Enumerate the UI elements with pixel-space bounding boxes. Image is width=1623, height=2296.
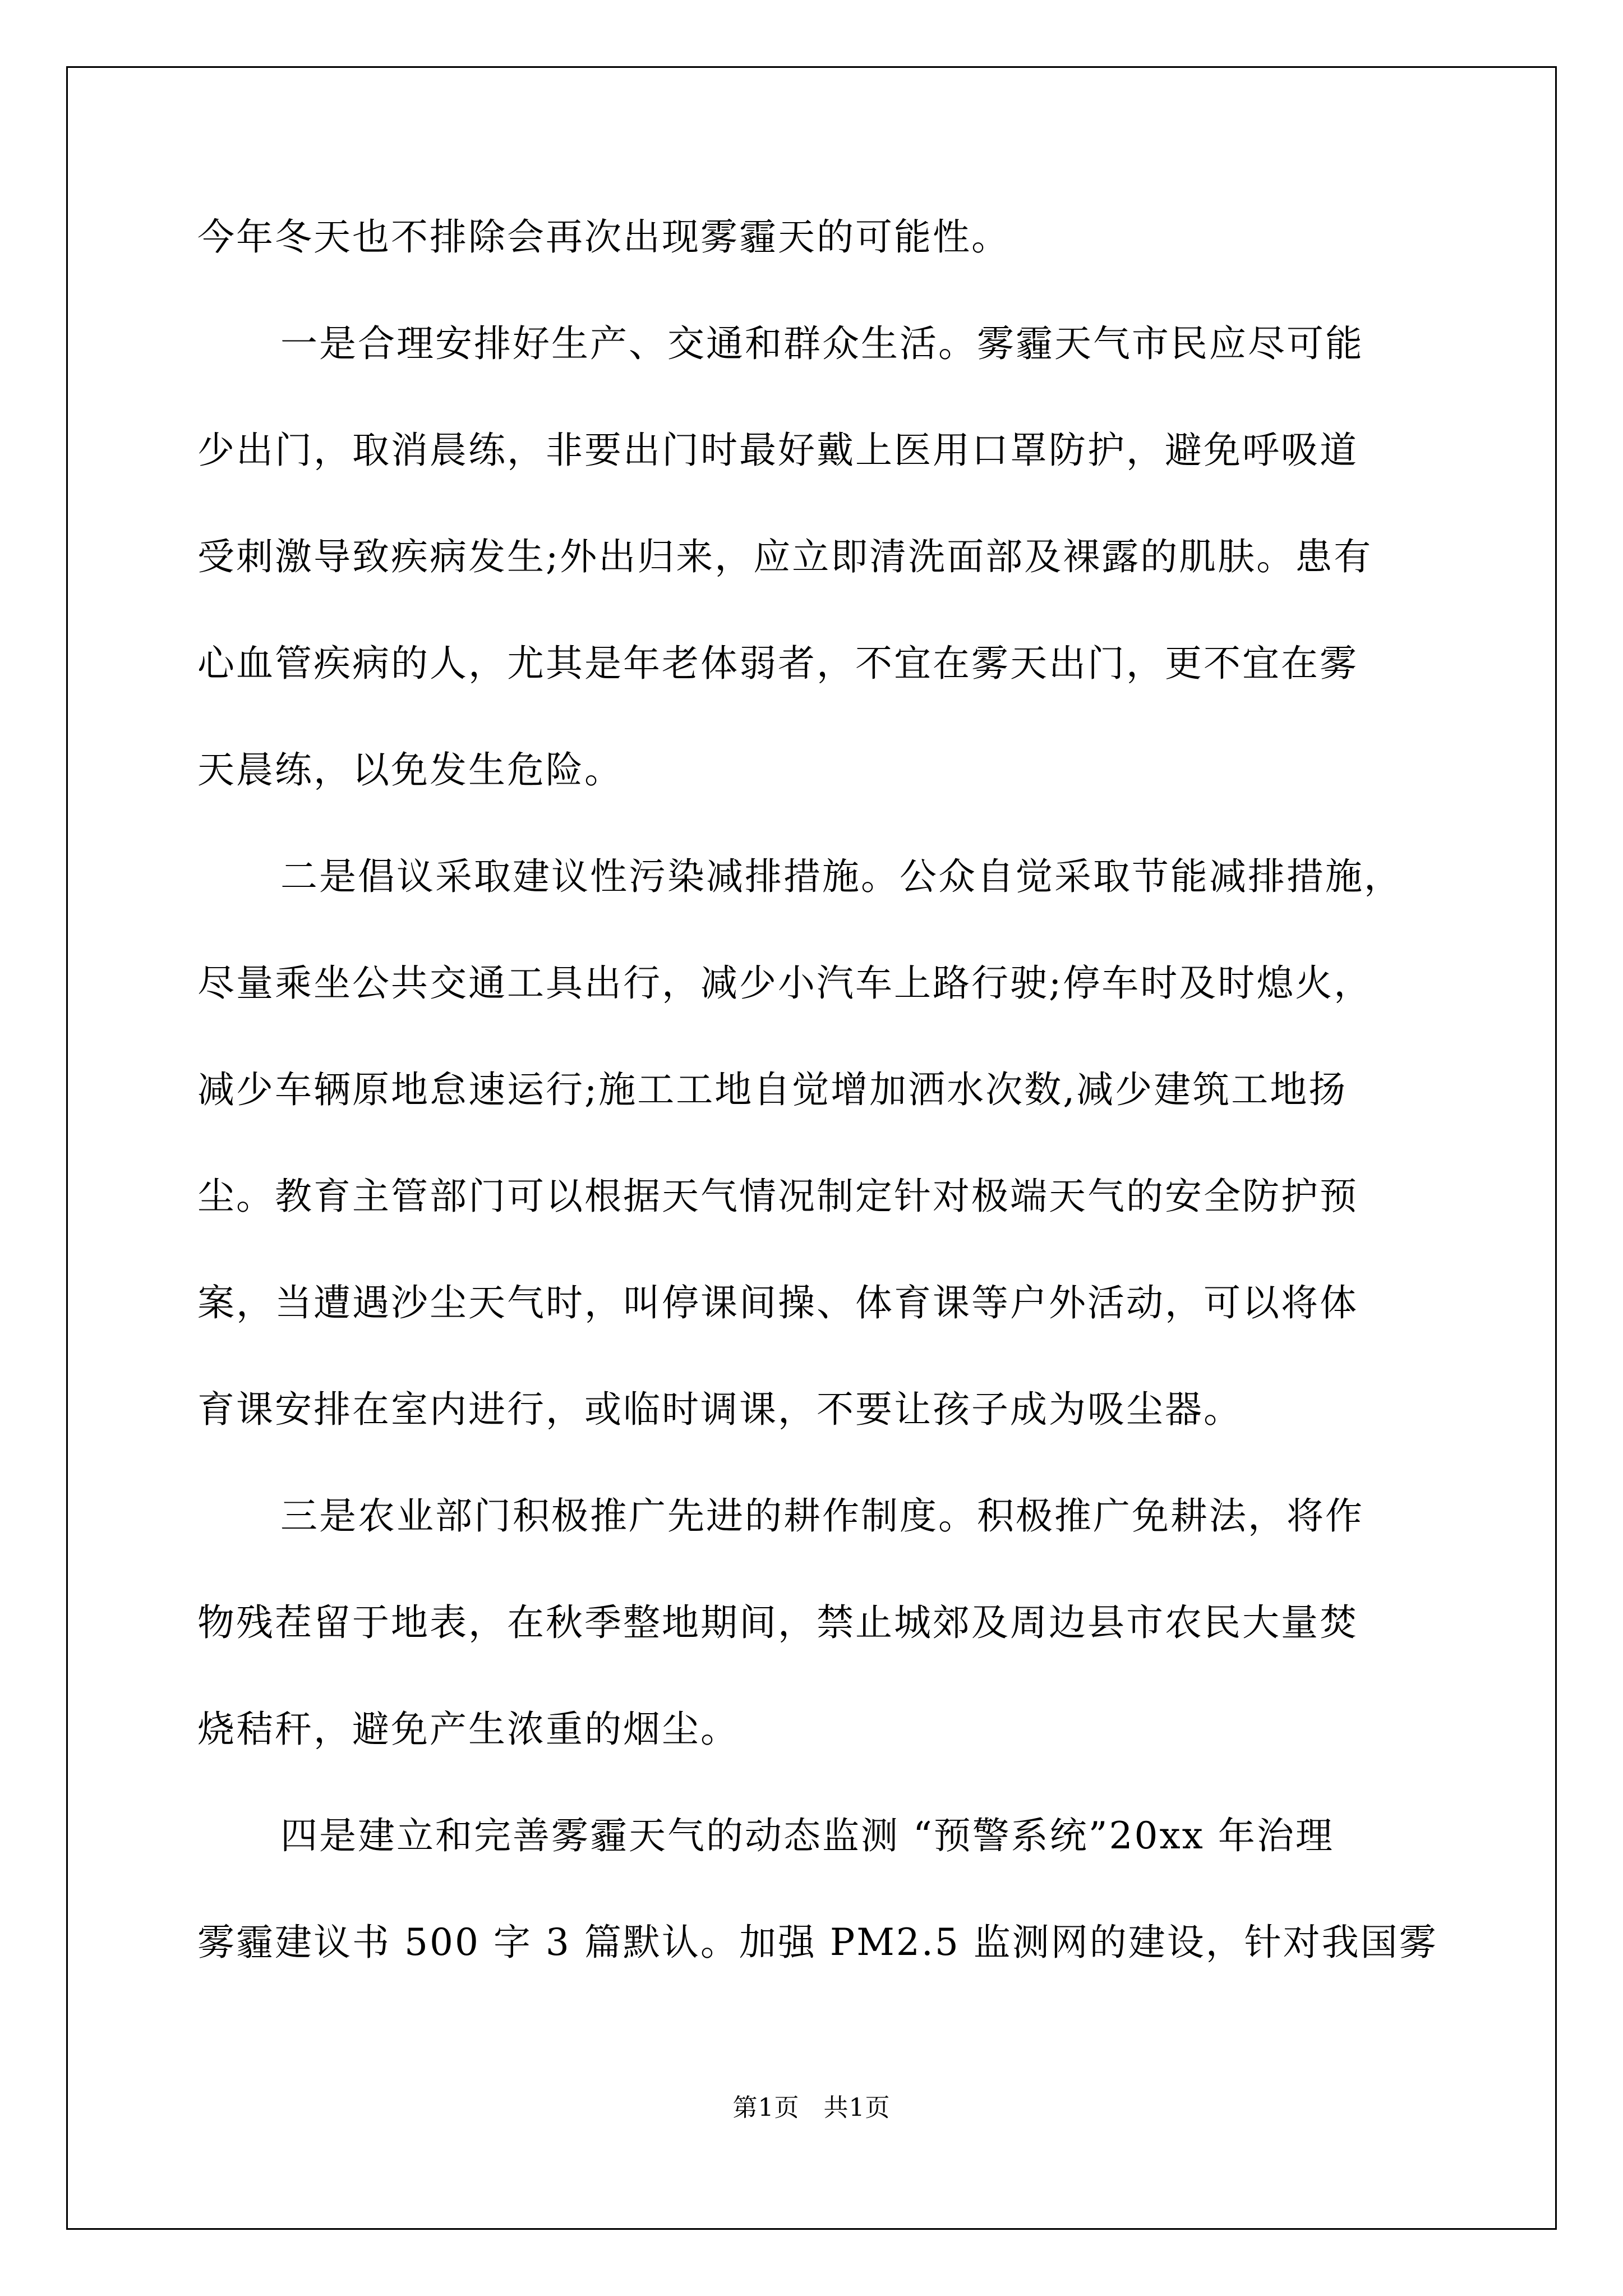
page-number-current: 第1页 [732, 2093, 800, 2122]
text-line: 尽量乘坐公共交通工具出行，减少小汽车上路行驶;停车时及时熄火， [197, 961, 1373, 1005]
text-line: 心血管疾病的人，尤其是年老体弱者，不宜在雾天出门，更不宜在雾 [197, 642, 1358, 685]
document-body [197, 195, 1437, 2007]
text-line: 尘。教育主管部门可以根据天气情况制定针对极端天气的安全防护预 [197, 1175, 1358, 1218]
text-line: 案，当遭遇沙尘天气时，叫停课间操、体育课等户外活动，可以将体 [197, 1281, 1358, 1324]
text-line: 少出门，取消晨练，非要出门时最好戴上医用口罩防护，避免呼吸道 [197, 429, 1358, 472]
text-line: 今年冬天也不排除会再次出现雾霾天的可能性。 [197, 215, 1010, 259]
text-line: 四是建立和完善雾霾天气的动态监测 “预警系统”20xx 年治理 [280, 1814, 1334, 1857]
text-line: 减少车辆原地怠速运行;施工工地自觉增加洒水次数,减少建筑工地扬 [197, 1068, 1348, 1111]
text-line: 三是农业部门积极推广先进的耕作制度。积极推广免耕法，将作 [280, 1494, 1364, 1538]
text-line: 二是倡议采取建议性污染减排措施。公众自觉采取节能减排措施， [280, 855, 1403, 898]
page-number-total: 共1页 [823, 2093, 891, 2122]
text-line: 受刺激导致疾病发生;外出归来，应立即清洗面部及裸露的肌肤。患有 [197, 535, 1373, 578]
text-line: 天晨练，以免发生危险。 [197, 748, 623, 792]
text-line: 育课安排在室内进行，或临时调课，不要让孩子成为吸尘器。 [197, 1388, 1242, 1431]
text-line: 雾霾建议书 500 字 3 篇默认。加强 PM2.5 监测网的建设，针对我国雾 [197, 1921, 1438, 1964]
page-footer [0, 2091, 1623, 2125]
text-line: 烧秸秆，避免产生浓重的烟尘。 [197, 1708, 739, 1751]
text-line: 一是合理安排好生产、交通和群众生活。雾霾天气市民应尽可能 [280, 322, 1364, 365]
text-line: 物残茬留于地表，在秋季整地期间，禁止城郊及周边县市农民大量焚 [197, 1601, 1358, 1644]
